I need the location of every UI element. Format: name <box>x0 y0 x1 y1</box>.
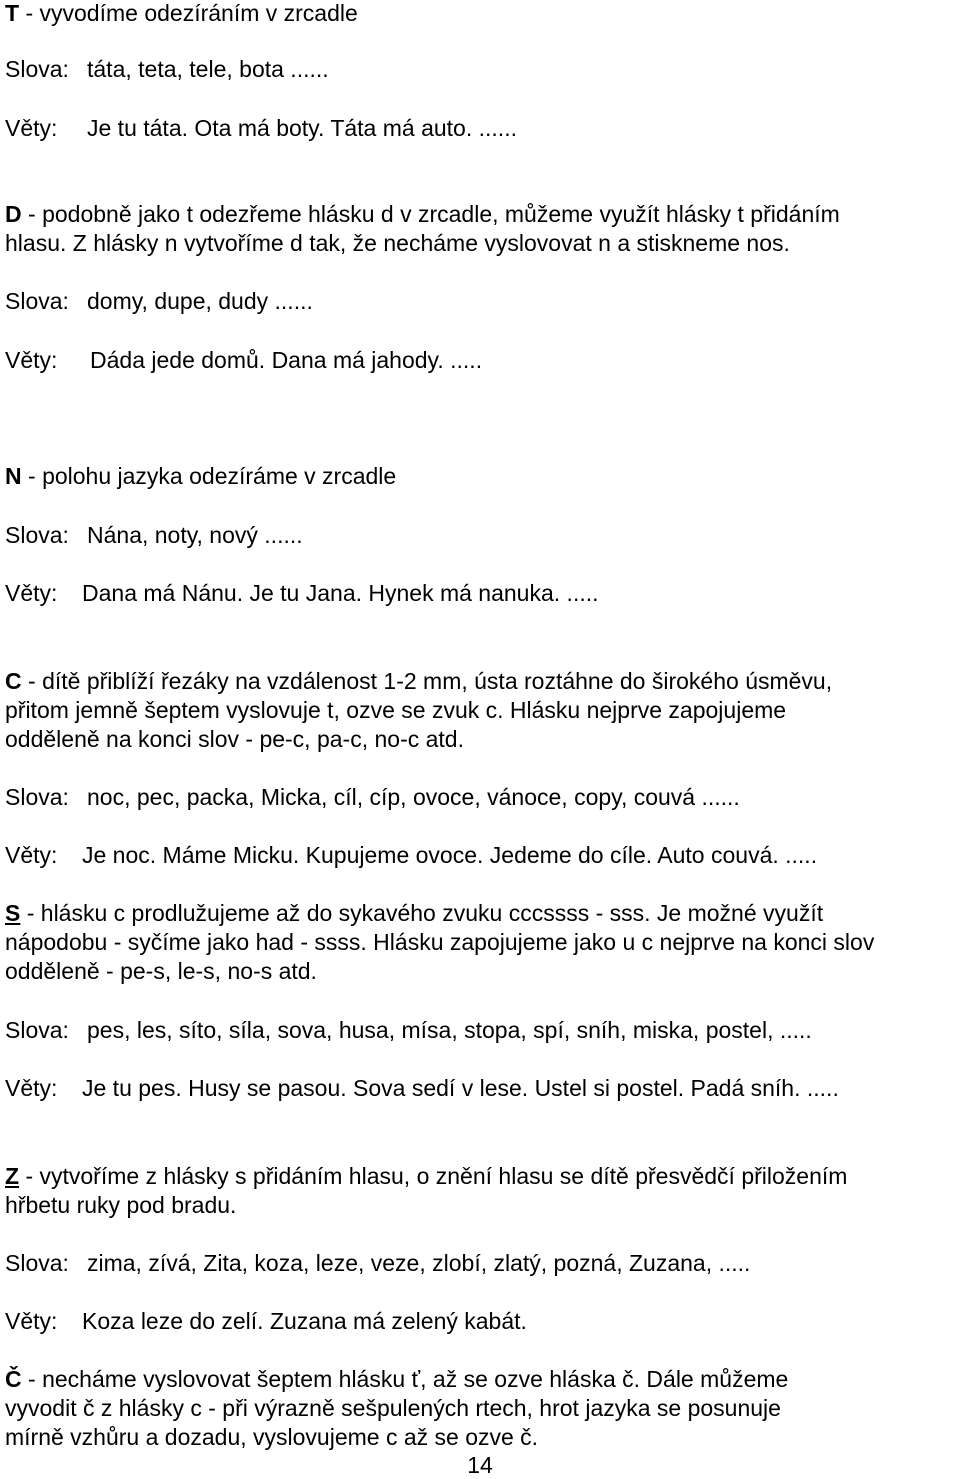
words-text: táta, teta, tele, bota ...... <box>87 56 329 82</box>
letter-d: D <box>5 201 22 227</box>
section-d-intro-1: - podobně jako t odezřeme hlásku d v zrcadle, můžeme využít hlásky t přidáním <box>21 201 840 227</box>
sentences-label: Věty: <box>5 1308 58 1334</box>
section-c-sentences <box>5 842 817 869</box>
sentences-label: Věty: <box>5 842 58 868</box>
sentences-text: Je tu pes. Husy se pasou. Sova sedí v lese. Ustel si postel. Padá sníh. ..... <box>82 1075 839 1101</box>
section-t-sentences <box>5 115 517 142</box>
letter-s: S <box>5 900 21 926</box>
section-t-words <box>5 56 329 83</box>
section-cz-intro-1: - necháme vyslovovat šeptem hlásku ť, až se ozve hláska č. Dále můžeme <box>21 1366 789 1392</box>
section-n-heading <box>5 463 396 490</box>
sentences-text: Dáda jede domů. Dana má jahody. ..... <box>90 347 483 373</box>
section-s-words <box>5 1017 812 1044</box>
section-t-intro: - vyvodíme odezíráním v zrcadle <box>19 0 358 26</box>
section-s-heading <box>5 900 823 927</box>
words-text: Nána, noty, nový ...... <box>87 522 303 548</box>
section-z-words <box>5 1250 750 1277</box>
section-d-sentences <box>5 347 482 374</box>
letter-t: T <box>5 0 20 26</box>
sentences-text: Koza leze do zelí. Zuzana má zelený kabát. <box>82 1308 527 1334</box>
section-c-intro-2: přitom jemně šeptem vyslovuje t, ozve se zvuk c. Hlásku nejprve zapojujeme <box>5 697 787 723</box>
sentences-label: Věty: <box>5 1075 58 1101</box>
section-z-intro-1: - vytvoříme z hlásky s přidáním hlasu, o znění hlasu se dítě přesvědčí přiložením <box>19 1163 848 1189</box>
section-c-intro-3: odděleně na konci slov - pe-c, pa-c, no-c atd. <box>5 726 464 752</box>
section-d-words <box>5 288 313 315</box>
sentences-label: Věty: <box>5 115 58 141</box>
sentences-text: Je noc. Máme Micku. Kupujeme ovoce. Jedeme do cíle. Auto couvá. ..... <box>82 842 818 868</box>
section-c-intro-1: - dítě přiblíží řezáky na vzdálenost 1-2 mm, ústa roztáhne do širokého úsměvu, <box>21 668 833 694</box>
section-n-words <box>5 522 303 549</box>
words-label: Slova: <box>5 56 69 82</box>
words-label: Slova: <box>5 1250 69 1276</box>
section-cz-intro-3: mírně vzhůru a dozadu, vyslovujeme c až se ozve č. <box>5 1424 539 1450</box>
sentences-text: Je tu táta. Ota má boty. Táta má auto. ...... <box>87 115 517 141</box>
section-z-heading <box>5 1163 847 1190</box>
letter-z: Z <box>5 1163 20 1189</box>
words-label: Slova: <box>5 1017 69 1043</box>
letter-n: N <box>5 463 22 489</box>
words-text: noc, pec, packa, Micka, cíl, cíp, ovoce, vánoce, copy, couvá ...... <box>87 784 740 810</box>
section-z-intro-2: hřbetu ruky pod bradu. <box>5 1192 237 1218</box>
section-z-sentences <box>5 1308 527 1335</box>
words-label: Slova: <box>5 288 69 314</box>
section-n-sentences <box>5 580 599 607</box>
section-d-heading <box>5 201 840 228</box>
section-s-sentences <box>5 1075 839 1102</box>
sentences-text: Dana má Nánu. Je tu Jana. Hynek má nanuka. ..... <box>82 580 599 606</box>
words-text: domy, dupe, dudy ...... <box>87 288 313 314</box>
letter-cz: Č <box>5 1366 22 1392</box>
section-cz-intro-2: vyvodit č z hlásky c - při výrazně sešpulených rtech, hrot jazyka se posunuje <box>5 1395 781 1421</box>
section-s-intro-2: nápodobu - syčíme jako had - ssss. Hlásku zapojujeme jako u c nejprve na konci slov <box>5 929 875 955</box>
section-d-intro-2: hlasu. Z hlásky n vytvoříme d tak, že necháme vyslovovat n a stiskneme nos. <box>5 230 790 256</box>
section-c-heading <box>5 668 832 695</box>
section-n-intro: - polohu jazyka odezíráme v zrcadle <box>21 463 397 489</box>
words-text: zima, zívá, Zita, koza, leze, veze, zlobí, zlatý, pozná, Zuzana, ..... <box>87 1250 751 1276</box>
words-label: Slova: <box>5 522 69 548</box>
section-s-intro-1: - hlásku c prodlužujeme až do sykavého zvuku cccssss - sss. Je možné využít <box>20 900 824 926</box>
page-number: 14 <box>467 1452 493 1478</box>
letter-c: C <box>5 668 22 694</box>
section-s-intro-3: odděleně - pe-s, le-s, no-s atd. <box>5 958 317 984</box>
section-cz-heading <box>5 1366 788 1393</box>
words-label: Slova: <box>5 784 69 810</box>
section-t-heading <box>5 0 358 27</box>
sentences-label: Věty: <box>5 580 58 606</box>
sentences-label: Věty: <box>5 347 58 373</box>
words-text: pes, les, síto, síla, sova, husa, mísa, stopa, spí, sníh, miska, postel, ..... <box>87 1017 812 1043</box>
section-c-words <box>5 784 740 811</box>
